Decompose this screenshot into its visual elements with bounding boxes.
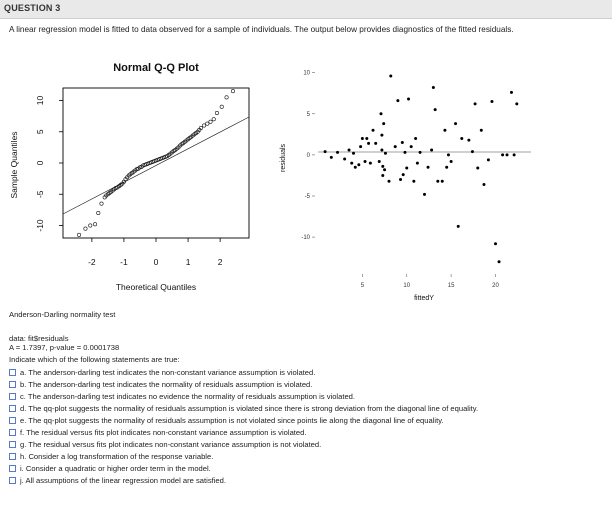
residuals-x-axis-label: fittedY (414, 295, 434, 302)
residual-point (410, 145, 413, 148)
qq-point (109, 190, 112, 193)
residual-point (399, 178, 402, 181)
qq-point (164, 155, 167, 158)
residual-point (487, 158, 490, 161)
residual-point (506, 153, 509, 156)
qq-point (105, 194, 108, 197)
qq-x-tick-label: -1 (120, 257, 128, 267)
qq-point (106, 193, 109, 196)
qq-point (202, 124, 205, 127)
qq-point (172, 149, 175, 152)
residual-point (434, 108, 437, 111)
residual-point (352, 152, 355, 155)
qq-point (156, 158, 159, 161)
option-f-checkbox[interactable] (9, 429, 16, 436)
question-title: QUESTION 3 (4, 3, 61, 13)
option-b-checkbox[interactable] (9, 381, 16, 388)
residual-point (396, 99, 399, 102)
qq-point (180, 143, 183, 146)
option-a-checkbox[interactable] (9, 369, 16, 376)
residual-point (405, 167, 408, 170)
option-b-label: b. The anderson-darling test indicates the normality of residuals assumption is violated. (20, 379, 313, 389)
qq-reference-line (63, 117, 249, 214)
option-f[interactable] (9, 427, 306, 437)
residual-point (419, 151, 422, 154)
qq-point (194, 131, 197, 134)
qq-point (138, 166, 141, 169)
residual-point (454, 122, 457, 125)
residual-point (447, 153, 450, 156)
qq-point (225, 96, 228, 99)
qq-point (111, 189, 114, 192)
qq-plot-title: Normal Q-Q Plot (113, 62, 199, 74)
qq-point (127, 174, 130, 177)
qq-point (190, 135, 193, 138)
qq-point (135, 168, 138, 171)
option-g-label: g. The residual versus fits plot indicates non-constant variance assumption is not violated. (20, 439, 322, 449)
qq-point (84, 227, 87, 230)
qq-point (169, 152, 172, 155)
residual-point (436, 180, 439, 183)
option-c-checkbox[interactable] (9, 393, 16, 400)
qq-point (215, 111, 218, 114)
option-g-checkbox[interactable] (9, 441, 16, 448)
qq-y-tick-label: 5 (35, 129, 45, 135)
residual-point (430, 148, 433, 151)
qq-y-tick-label: 0 (35, 160, 45, 166)
qq-point (154, 159, 157, 162)
qq-point (132, 170, 135, 173)
option-d[interactable] (9, 403, 478, 413)
qq-point (198, 128, 201, 131)
qq-point (97, 211, 100, 214)
residual-point (403, 151, 406, 154)
qq-y-tick-label: -10 (35, 219, 45, 232)
residual-point (330, 156, 333, 159)
option-j[interactable] (9, 475, 226, 485)
residuals-y-tick-label: 5 (306, 111, 310, 118)
option-d-checkbox[interactable] (9, 405, 16, 412)
qq-plot-frame (63, 88, 249, 238)
residual-point (432, 86, 435, 89)
test-title: Anderson-Darling normality test (9, 310, 116, 319)
qq-point (141, 164, 144, 167)
test-statistic-line: A = 1.7397, p-value = 0.0001738 (9, 343, 120, 352)
option-i-label: i. Consider a quadratic or higher order term in the model. (20, 463, 211, 473)
option-d-label: d. The qq-plot suggests the normality of residuals assumption is violated since there is strong deviation from the diagonal line of equality. (20, 403, 479, 413)
option-h[interactable] (9, 451, 213, 461)
residual-point (401, 141, 404, 144)
residual-point (372, 129, 375, 132)
qq-point (121, 182, 124, 185)
option-e-label: e. The qq-plot suggests the normality of residuals assumption is not violated since points lie along the diagonal line of equality. (20, 415, 444, 425)
residual-point (354, 166, 357, 169)
qq-point (158, 158, 161, 161)
residual-point (460, 137, 463, 140)
residual-point (416, 162, 419, 165)
qq-point (125, 176, 128, 179)
residual-point (359, 145, 362, 148)
qq-point (182, 141, 185, 144)
residual-point (348, 148, 351, 151)
qq-x-axis-label: Theoretical Quantiles (115, 282, 197, 292)
qq-point (174, 148, 177, 151)
residual-point (378, 160, 381, 163)
qq-point (166, 154, 169, 157)
qq-point (199, 126, 202, 129)
qq-point (212, 118, 215, 121)
qq-point (185, 139, 188, 142)
option-a[interactable] (9, 367, 315, 377)
qq-y-tick-label: 10 (35, 95, 45, 106)
residual-point (380, 134, 383, 137)
question-header (0, 0, 612, 19)
qq-point (117, 184, 120, 187)
residual-point (450, 160, 453, 163)
residual-point (423, 193, 426, 196)
qq-point (206, 122, 209, 125)
question-prompt: A linear regression model is fitted to data observed for a sample of individuals. The output below provides diagnostics of the fitted residuals. (9, 25, 514, 34)
residual-point (501, 153, 504, 156)
qq-point (175, 147, 178, 150)
residual-point (381, 165, 384, 168)
residuals-y-tick-label: -10 (301, 235, 310, 242)
residual-point (382, 122, 385, 125)
qq-point (114, 186, 117, 189)
qq-point (186, 138, 189, 141)
qq-point (149, 161, 152, 164)
qq-point (196, 130, 199, 133)
qq-x-tick-label: 2 (217, 257, 223, 267)
option-f-label: f. The residual versus fits plot indicates non-constant variance assumption is violated. (20, 427, 307, 437)
qq-point (170, 151, 173, 154)
residual-point (324, 150, 327, 153)
residual-point (402, 173, 405, 176)
qq-point (148, 161, 151, 164)
qq-y-axis-label: Sample Quantiles (9, 131, 19, 199)
residual-point (498, 260, 501, 263)
residuals-x-tick-label: 15 (447, 283, 455, 289)
option-i-checkbox[interactable] (9, 465, 16, 472)
qq-point (113, 188, 116, 191)
option-j-label: j. All assumptions of the linear regression model are satisfied. (20, 475, 226, 485)
residual-point (361, 137, 364, 140)
residual-point (490, 100, 493, 103)
residuals-y-tick-label: 0 (306, 152, 310, 159)
residuals-y-tick-label: -5 (304, 194, 310, 200)
residual-point (374, 142, 377, 145)
residual-point (364, 160, 367, 163)
residual-point (412, 180, 415, 183)
residual-point (482, 183, 485, 186)
residuals-y-axis-label: residuals (280, 143, 287, 173)
option-c[interactable] (9, 391, 355, 401)
residual-point (388, 180, 391, 183)
option-j-checkbox[interactable] (9, 477, 16, 484)
residual-point (383, 168, 386, 171)
residual-point (350, 162, 353, 165)
qq-point (178, 144, 181, 147)
residual-point (474, 102, 477, 105)
qq-point (146, 162, 149, 165)
residuals-y-tick-label: 10 (303, 70, 310, 77)
qq-x-tick-label: 1 (185, 257, 191, 267)
qq-point (77, 233, 80, 236)
residual-point (365, 137, 368, 140)
residual-point (443, 129, 446, 132)
qq-point (153, 159, 156, 162)
residual-point (476, 167, 479, 170)
qq-point (124, 178, 127, 181)
residual-point (457, 225, 460, 228)
qq-y-tick-label: -5 (35, 190, 45, 199)
option-h-checkbox[interactable] (9, 453, 16, 460)
option-a-label: a. The anderson-darling test indicates the non-constant variance assumption is violated. (20, 367, 316, 377)
residual-point (510, 91, 513, 94)
question-instruction: Indicate which of the following statements are true: (9, 355, 180, 364)
qq-point (116, 186, 119, 189)
qq-point (231, 89, 234, 92)
option-g[interactable] (9, 439, 321, 449)
residual-point (384, 152, 387, 155)
residual-point (380, 112, 383, 115)
residual-point (343, 158, 346, 161)
qq-point (159, 157, 162, 160)
residual-point (467, 139, 470, 142)
qq-point (133, 169, 136, 172)
option-i[interactable] (9, 463, 211, 473)
residual-point (357, 163, 360, 166)
residual-point (380, 148, 383, 151)
residual-point (381, 174, 384, 177)
option-e[interactable] (9, 415, 444, 425)
qq-point (162, 156, 165, 159)
qq-point (167, 153, 170, 156)
residual-point (407, 97, 410, 100)
residual-point (513, 153, 516, 156)
residual-point (471, 150, 474, 153)
qq-point (151, 160, 154, 163)
option-e-checkbox[interactable] (9, 417, 16, 424)
qq-point (177, 146, 180, 149)
residual-point (369, 162, 372, 165)
residuals-x-tick-label: 20 (492, 283, 499, 289)
qq-point (130, 171, 133, 174)
residual-point (414, 137, 417, 140)
residual-point (367, 142, 370, 145)
qq-point (209, 120, 212, 123)
qq-x-tick-label: 0 (153, 257, 159, 267)
residual-point (494, 242, 497, 245)
qq-point (119, 183, 122, 186)
qq-point (140, 165, 143, 168)
qq-point (100, 202, 103, 205)
residual-point (336, 151, 339, 154)
qq-point (129, 173, 132, 176)
residual-point (427, 166, 430, 169)
qq-point (183, 140, 186, 143)
residual-point (445, 166, 448, 169)
residuals-x-tick-label: 10 (403, 283, 411, 289)
qq-point (145, 163, 148, 166)
qq-point (93, 223, 96, 226)
qq-x-tick-label: -2 (88, 257, 96, 267)
residual-point (389, 74, 392, 77)
residual-point (394, 145, 397, 148)
qq-point (103, 196, 106, 199)
residuals-x-tick-label: 5 (360, 283, 365, 289)
test-data-line: data: fit$residuals (9, 334, 69, 343)
option-c-label: c. The anderson-darling test indicates no evidence the normality of residuals assumption is violated. (20, 391, 356, 401)
residual-point (441, 180, 444, 183)
qq-point (161, 156, 164, 159)
qq-point (193, 133, 196, 136)
option-h-label: h. Consider a log transformation of the response variable. (20, 451, 214, 461)
residual-point (480, 129, 483, 132)
qq-point (220, 105, 223, 108)
qq-point (143, 163, 146, 166)
qq-point (122, 180, 125, 183)
qq-point (89, 224, 92, 227)
qq-point (188, 136, 191, 139)
option-b[interactable] (9, 379, 312, 389)
residual-point (515, 102, 518, 105)
qq-point (191, 134, 194, 137)
qq-point (137, 167, 140, 170)
qq-point (108, 191, 111, 194)
